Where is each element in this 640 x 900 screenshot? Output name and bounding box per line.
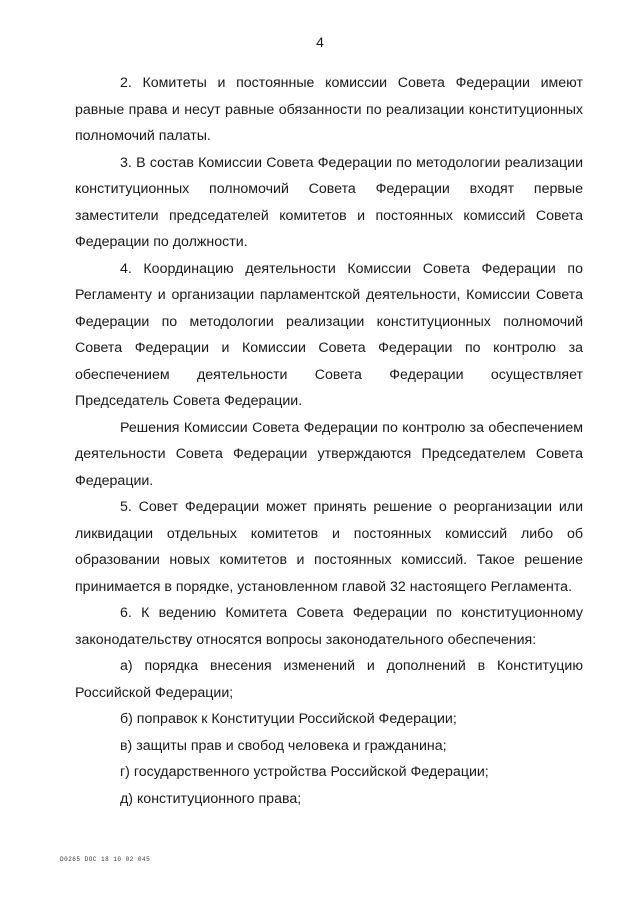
list-item-d: д) конституционного права; [120,790,302,807]
document-body [75,70,583,812]
list-item-b: б) поправок к Конституции Российской Федерации; [120,711,457,727]
paragraph-4: 4. Координацию деятельности Комиссии Совета Федерации по Регламенту и организации парламентской деятельности, Комиссии Совета Федерации по методологии реализации конституционных полномочий Совета Федерации и Комиссии Совета Федерации по контролю за обеспечением деятельности Совета Федерации осуществляет Председатель Совета Федерации. [75,260,583,409]
list-item-g: г) государственного устройства Российской Федерации; [120,764,489,780]
paragraph-6: 6. К ведению Комитета Совета Федерации по конституционному законодательству относятся вопросы законодательного обеспечения: [75,605,583,648]
paragraph-2: 2. Комитеты и постоянные комиссии Совета Федерации имеют равные права и несут равные обязанности по реализации конституционных полномочий палаты. [75,75,583,144]
paragraph-5: 5. Совет Федерации может принять решение о реорганизации или ликвидации отдельных комитетов и постоянных комиссий либо об образовании новых комитетов и постоянных комиссий. Такое решение принимается в порядке, установленном главой 32 настоящего Регламента. [75,499,583,595]
paragraph-3: 3. В состав Комиссии Совета Федерации по методологии реализации конституционных полномочий Совета Федерации входят первые заместители председателей комитетов и постоянных комиссий Совета Федерации по должности. [75,154,583,250]
footer-doc-code: D0265 DOC 18 10 02 045 [60,856,151,863]
list-item-a: а) порядка внесения изменений и дополнений в Конституцию Российской Федерации; [75,658,583,701]
list-item-v: в) защиты прав и свобод человека и гражданина; [120,737,447,754]
paragraph-4-decisions: Решения Комиссии Совета Федерации по контролю за обеспечением деятельности Совета Федерации утверждаются Председателем Совета Федерации. [75,419,583,489]
page-number: 4 [316,34,324,50]
